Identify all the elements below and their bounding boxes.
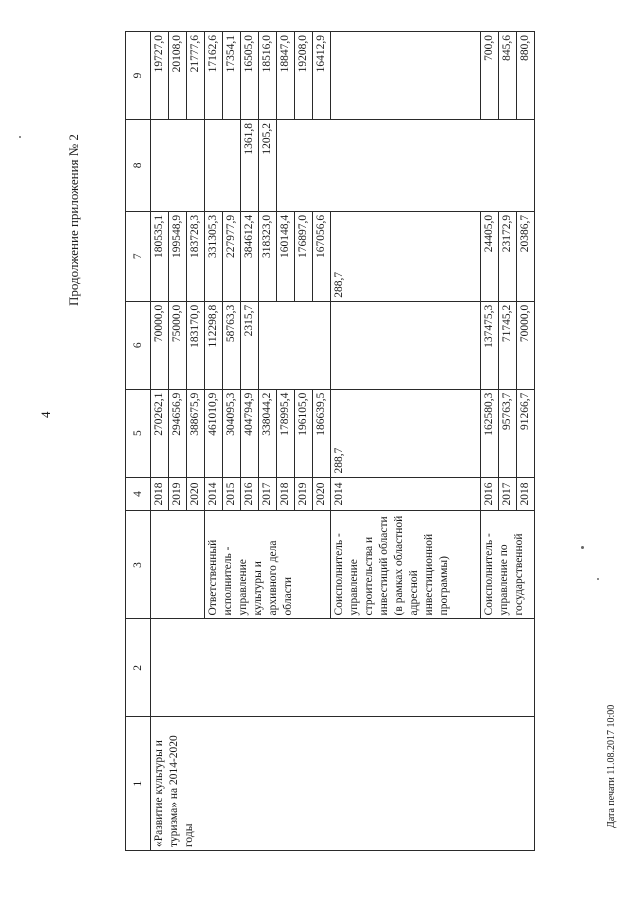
value-cell: 137475,3 (481, 301, 499, 389)
year-cell: 2014 (331, 477, 481, 511)
header-cell: 8 (126, 119, 151, 211)
value-cell: 227977,9 (223, 211, 241, 301)
table-row (151, 32, 169, 851)
value-cell (277, 119, 535, 211)
value-cell: 700,0 (481, 32, 499, 120)
executor-cell: Соисполнитель - управление строительства и инвестиций области (в рамках областной адресной инвестиционной программы) (331, 511, 481, 619)
value-cell: 70000,0 (517, 301, 535, 389)
value-cell: 294656,9 (169, 389, 187, 477)
program-name-cell: «Развитие культуры и туризма» на 2014-2020 годы (151, 717, 535, 851)
value-cell (331, 32, 481, 120)
value-cell: 384612,4 (241, 211, 259, 301)
value-cell: 16505,0 (241, 32, 259, 120)
value-cell: 17354,1 (223, 32, 241, 120)
annex-table (125, 31, 535, 851)
value-cell: 58763,3 (223, 301, 241, 389)
value-cell: 338044,2 (259, 389, 277, 477)
value-cell: 18516,0 (259, 32, 277, 120)
empty-cell (151, 619, 535, 717)
value-cell: 19727,0 (151, 32, 169, 120)
value-cell: 304095,3 (223, 389, 241, 477)
value-cell: 160148,4 (277, 211, 295, 301)
value-cell: 18847,0 (277, 32, 295, 120)
value-cell: 23172,9 (499, 211, 517, 301)
header-cell: 3 (126, 511, 151, 619)
value-cell: 2315,7 (241, 301, 259, 389)
year-cell: 2018 (517, 477, 535, 511)
header-cell: 2 (126, 619, 151, 717)
year-cell: 2019 (295, 477, 313, 511)
value-cell: 21777,6 (187, 32, 205, 120)
year-cell: 2019 (169, 477, 187, 511)
header-cell: 6 (126, 301, 151, 389)
header-cell: 5 (126, 389, 151, 477)
year-cell: 2020 (313, 477, 331, 511)
value-cell: 845,6 (499, 32, 517, 120)
value-cell: 880,0 (517, 32, 535, 120)
value-cell: 288,7 (331, 211, 481, 301)
value-cell (205, 119, 241, 211)
value-cell: 91266,7 (517, 389, 535, 477)
value-cell (187, 119, 205, 211)
scan-speck (19, 136, 21, 138)
value-cell: 183170,0 (187, 301, 205, 389)
value-cell: 75000,0 (169, 301, 187, 389)
value-cell: 183728,3 (187, 211, 205, 301)
year-cell: 2015 (223, 477, 241, 511)
value-cell: 199548,9 (169, 211, 187, 301)
year-cell: 2018 (277, 477, 295, 511)
scan-speck (597, 578, 599, 580)
year-cell: 2014 (205, 477, 223, 511)
page-number: 4 (38, 411, 53, 418)
value-cell: 178995,4 (277, 389, 295, 477)
year-cell: 2016 (481, 477, 499, 511)
value-cell: 331305,3 (205, 211, 223, 301)
value-cell: 20386,7 (517, 211, 535, 301)
year-cell: 2018 (151, 477, 169, 511)
value-cell: 20108,0 (169, 32, 187, 120)
value-cell: 70000,0 (151, 301, 169, 389)
value-cell: 186639,5 (313, 389, 331, 477)
value-cell (331, 301, 481, 389)
value-cell: 1361,8 (241, 119, 259, 211)
value-cell (151, 119, 169, 211)
value-cell: 167056,6 (313, 211, 331, 301)
value-cell: 1205,2 (259, 119, 277, 211)
year-cell: 2016 (241, 477, 259, 511)
scan-speck (581, 546, 584, 549)
value-cell: 404794,9 (241, 389, 259, 477)
annex-title: Продолжение приложения № 2 (66, 134, 81, 306)
value-cell: 180535,1 (151, 211, 169, 301)
value-cell: 176897,0 (295, 211, 313, 301)
value-cell: 112298,8 (205, 301, 223, 389)
value-cell: 19208,0 (295, 32, 313, 120)
value-cell: 95763,7 (499, 389, 517, 477)
value-cell: 388675,9 (187, 389, 205, 477)
header-row (126, 32, 151, 851)
value-cell (259, 301, 331, 389)
rotated-table-wrapper (125, 31, 565, 851)
value-cell: 162580,3 (481, 389, 499, 477)
header-cell: 9 (126, 32, 151, 120)
value-cell: 24405,0 (481, 211, 499, 301)
year-cell: 2017 (259, 477, 277, 511)
value-cell: 71745,2 (499, 301, 517, 389)
header-cell: 1 (126, 717, 151, 851)
value-cell: 17162,6 (205, 32, 223, 120)
year-cell: 2020 (187, 477, 205, 511)
value-cell (169, 119, 187, 211)
header-cell: 4 (126, 477, 151, 511)
value-cell: 288,7 (331, 389, 481, 477)
value-cell: 461010,9 (205, 389, 223, 477)
year-cell: 2017 (499, 477, 517, 511)
value-cell: 16412,9 (313, 32, 331, 120)
empty-cell (151, 511, 205, 619)
value-cell: 196105,0 (295, 389, 313, 477)
print-date: Дата печати 11.08.2017 10:00 (606, 704, 617, 828)
executor-cell: Соисполнитель - управление по государственной (481, 511, 535, 619)
value-cell: 318323,0 (259, 211, 277, 301)
value-cell: 270262,1 (151, 389, 169, 477)
executor-cell: Ответственный исполнитель - управление культуры и архивного дела области (205, 511, 331, 619)
header-cell: 7 (126, 211, 151, 301)
